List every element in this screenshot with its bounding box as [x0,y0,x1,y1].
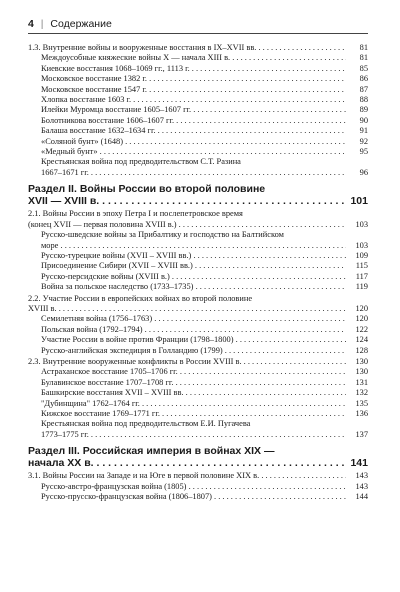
toc-page-number: 96 [359,167,368,177]
toc-chapter[interactable] [28,294,368,315]
toc-entry-title: Русско-прусско-французская война (1806–1807) . . . [41,492,346,502]
toc-subentry[interactable] [28,282,368,292]
toc-subentry[interactable] [28,261,368,271]
page-number: 4 [28,18,34,30]
toc-page-number: 91 [359,126,368,136]
toc-entry-title: Астраханское восстание 1705–1706 гг. . . . [41,367,346,377]
dot-leader [223,346,346,355]
toc-page-number: 81 [359,43,368,52]
toc-page-number: 131 [355,377,368,387]
toc-entry-title: Киевские восстания 1068–1069 гг., 1113 г. . . . [41,64,346,74]
toc-subentry[interactable] [28,95,368,105]
header-separator: | [40,18,44,30]
toc-subentry[interactable] [28,367,368,377]
toc-subentry[interactable] [28,335,368,345]
toc-page-number: 88 [359,95,368,105]
dot-leader [89,430,346,439]
toc-chapter[interactable] [28,209,368,230]
table-of-contents [28,42,368,502]
dot-leader [193,261,346,270]
toc-entry-title: 2.2. Участие России в европейских войнах во второй половине [28,293,253,303]
toc-subentry[interactable] [28,74,368,84]
dot-leader [131,95,346,104]
toc-page-number: 95 [359,147,368,157]
dot-leader [152,314,346,323]
toc-entry-title: Русско-шведские войны за Прибалтику и господство на Балтийском [41,230,284,240]
dot-leader [58,241,346,250]
toc-entry-title: Балаша восстание 1632–1634 гг. . . . [41,126,346,136]
dot-leader [160,409,346,418]
toc-entry-title: Булавинское восстание 1707–1708 гг. . . . [41,378,346,388]
toc-page-number: 137 [355,429,368,439]
toc-entry-title: Русско-персидские войны (XVIII в.) . . . [41,272,346,282]
dot-leader [191,105,346,114]
dot-leader [242,357,346,366]
dot-leader [170,272,346,281]
dot-leader [234,335,346,344]
dot-leader [191,251,346,260]
dot-leader [186,482,346,491]
toc-entry-title: "Дубинщина" 1762–1764 гг. . . . [41,399,346,409]
toc-entry-title: Крестьянская война под предводительством Е.И. Пугачева [41,419,251,429]
toc-subentry[interactable] [28,325,368,335]
toc-entry-title: Крестьянская война под предводительством С.Т. Разина [41,157,241,167]
toc-subentry[interactable] [28,482,368,492]
toc-entry-title: Семилетняя война (1756–1763) . . . [41,314,346,324]
toc-subentry[interactable] [28,314,368,324]
toc-page-number: 132 [355,388,368,398]
dot-leader [89,168,346,177]
toc-page-number: 87 [359,84,368,94]
page [28,0,368,592]
toc-entry-title: 2.3. Внутренние вооруженные конфликты в России XVIII в. . . . [28,357,346,367]
dot-leader [94,457,346,469]
toc-entry-title: Илейки Муромца восстание 1605–1607 гг. . . . [41,105,346,115]
toc-page-number: 124 [355,335,368,345]
toc-entry-title: Раздел III. Российская империя в войнах XIX — [28,445,275,458]
toc-entry-title: начала XX в. . . . [28,457,346,469]
toc-page-number: 92 [359,136,368,146]
toc-page-number: 141 [350,457,368,470]
toc-subentry[interactable] [28,85,368,95]
dot-leader [140,399,346,408]
toc-entry-title: Польская война (1792–1794) . . . [41,325,346,335]
dot-leader [212,492,346,501]
toc-page-number: 128 [355,345,368,355]
toc-subentry[interactable] [28,378,368,388]
toc-entry-title: 1.3. Внутренние войны и вооруженные восстания в IX–XVII вв. . . . [28,43,346,53]
toc-entry-title: «Соляной бунт» (1648) . . . [41,137,346,147]
toc-page-number: 85 [359,63,368,73]
toc-page-number: 120 [355,314,368,324]
toc-page-number: 122 [355,324,368,334]
toc-page-number: 81 [359,53,368,63]
toc-entry-title: Хлопка восстание 1603 г. . . . [41,95,346,105]
toc-page-number: 101 [350,195,368,208]
dot-leader [174,116,346,125]
toc-subentry[interactable] [28,147,368,157]
toc-page-number: 120 [355,303,368,313]
dot-leader [259,471,346,480]
toc-subentry[interactable] [28,157,368,178]
toc-entry-title: 1667–1671 гг. . . . [41,168,346,178]
dot-leader [177,220,346,229]
dot-leader [57,304,346,313]
toc-entry-title: Московское восстание 1547 г. . . . [41,85,346,95]
toc-page-number: 135 [355,398,368,408]
toc-section[interactable] [28,183,368,207]
dot-leader [123,137,346,146]
toc-page-number: 136 [355,409,368,418]
toc-entry-title: Присоединение Сибири (XVII – XVIII вв.) . . . [41,261,346,271]
toc-subentry[interactable] [28,399,368,409]
toc-subentry[interactable] [28,126,368,136]
dot-leader [147,74,346,83]
toc-subentry[interactable] [28,251,368,261]
dot-leader [184,388,346,397]
toc-entry-title: XVIII в. . . . [28,304,346,314]
toc-subentry[interactable] [28,346,368,356]
dot-leader [99,195,346,207]
toc-chapter[interactable] [28,471,368,481]
toc-entry-title: XVII — XVIII в. . . . [28,195,346,207]
dot-leader [147,85,346,94]
dot-leader [256,43,346,52]
toc-entry-title: Русско-турецкие войны (XVII – XVIII вв.) . . . [41,251,346,261]
toc-entry-title: Башкирские восстания XVII – XVIII вв. . . . [41,388,346,398]
toc-entry-title: (конец XVII — первая половина XVIII в.) . . . [28,220,346,230]
toc-page-number: 117 [355,271,368,281]
toc-entry-title: 3.1. Войны России на Западе и на Юге в первой половине XIX в. . . . [28,471,346,481]
toc-entry-title: 2.1. Войны России в эпоху Петра I и послепетровское время [28,209,243,219]
page-header [28,18,368,34]
toc-entry-title: Кижское восстание 1769–1771 гг. . . . [41,409,346,419]
dot-leader [156,126,346,135]
toc-entry-title: Русско-австро-французская война (1805) . . . [41,482,346,492]
toc-subentry[interactable] [28,419,368,440]
dot-leader [193,282,346,291]
toc-chapter[interactable] [28,43,368,53]
toc-page-number: 130 [355,356,368,366]
toc-entry-title: «Медный бунт» . . . [41,147,346,157]
toc-page-number: 143 [355,471,368,481]
dot-leader [173,378,346,387]
toc-subentry[interactable] [28,116,368,126]
toc-subentry[interactable] [28,137,368,147]
toc-subentry[interactable] [28,272,368,282]
toc-section[interactable] [28,445,368,469]
header-title: Содержание [50,18,112,30]
toc-subentry[interactable] [28,53,368,63]
toc-entry-title: Русско-английская экспедиция в Голландию (1799) . . . [41,346,346,356]
toc-page-number: 90 [359,115,368,125]
toc-entry-title: Междоусобные княжеские войны Х — начала XIII в. . . . [41,53,346,63]
toc-page-number: 119 [355,282,368,292]
dot-leader [190,64,346,73]
dot-leader [98,147,346,156]
toc-page-number: 109 [355,250,368,260]
toc-subentry[interactable] [28,492,368,502]
toc-page-number: 115 [355,261,368,271]
toc-subentry[interactable] [28,64,368,74]
toc-entry-title: Московское восстание 1382 г. . . . [41,74,346,84]
toc-subentry[interactable] [28,105,368,115]
toc-entry-title: 1773–1775 гг. . . . [41,430,346,440]
toc-page-number: 130 [355,367,368,377]
toc-chapter[interactable] [28,357,368,367]
toc-page-number: 144 [355,492,368,502]
toc-page-number: 103 [355,240,368,250]
toc-page-number: 89 [359,105,368,115]
dot-leader [178,367,346,376]
toc-subentry[interactable] [28,388,368,398]
toc-entry-title: Болотникова восстание 1606–1607 гг. . . . [41,116,346,126]
toc-page-number: 143 [355,481,368,491]
toc-page-number: 103 [355,219,368,229]
toc-entry-title: Раздел II. Войны России во второй половине [28,183,266,196]
dot-leader [230,53,346,62]
toc-entry-title: Участие России в войне против Франции (1798–1800) . . . [41,335,346,345]
dot-leader [143,325,346,334]
toc-subentry[interactable] [28,409,368,419]
toc-entry-title: море . . . [41,241,346,251]
toc-entry-title: Война за польское наследство (1733–1735) . . . [41,282,346,292]
header-rule [28,33,368,34]
toc-subentry[interactable] [28,230,368,251]
toc-page-number: 86 [359,74,368,84]
